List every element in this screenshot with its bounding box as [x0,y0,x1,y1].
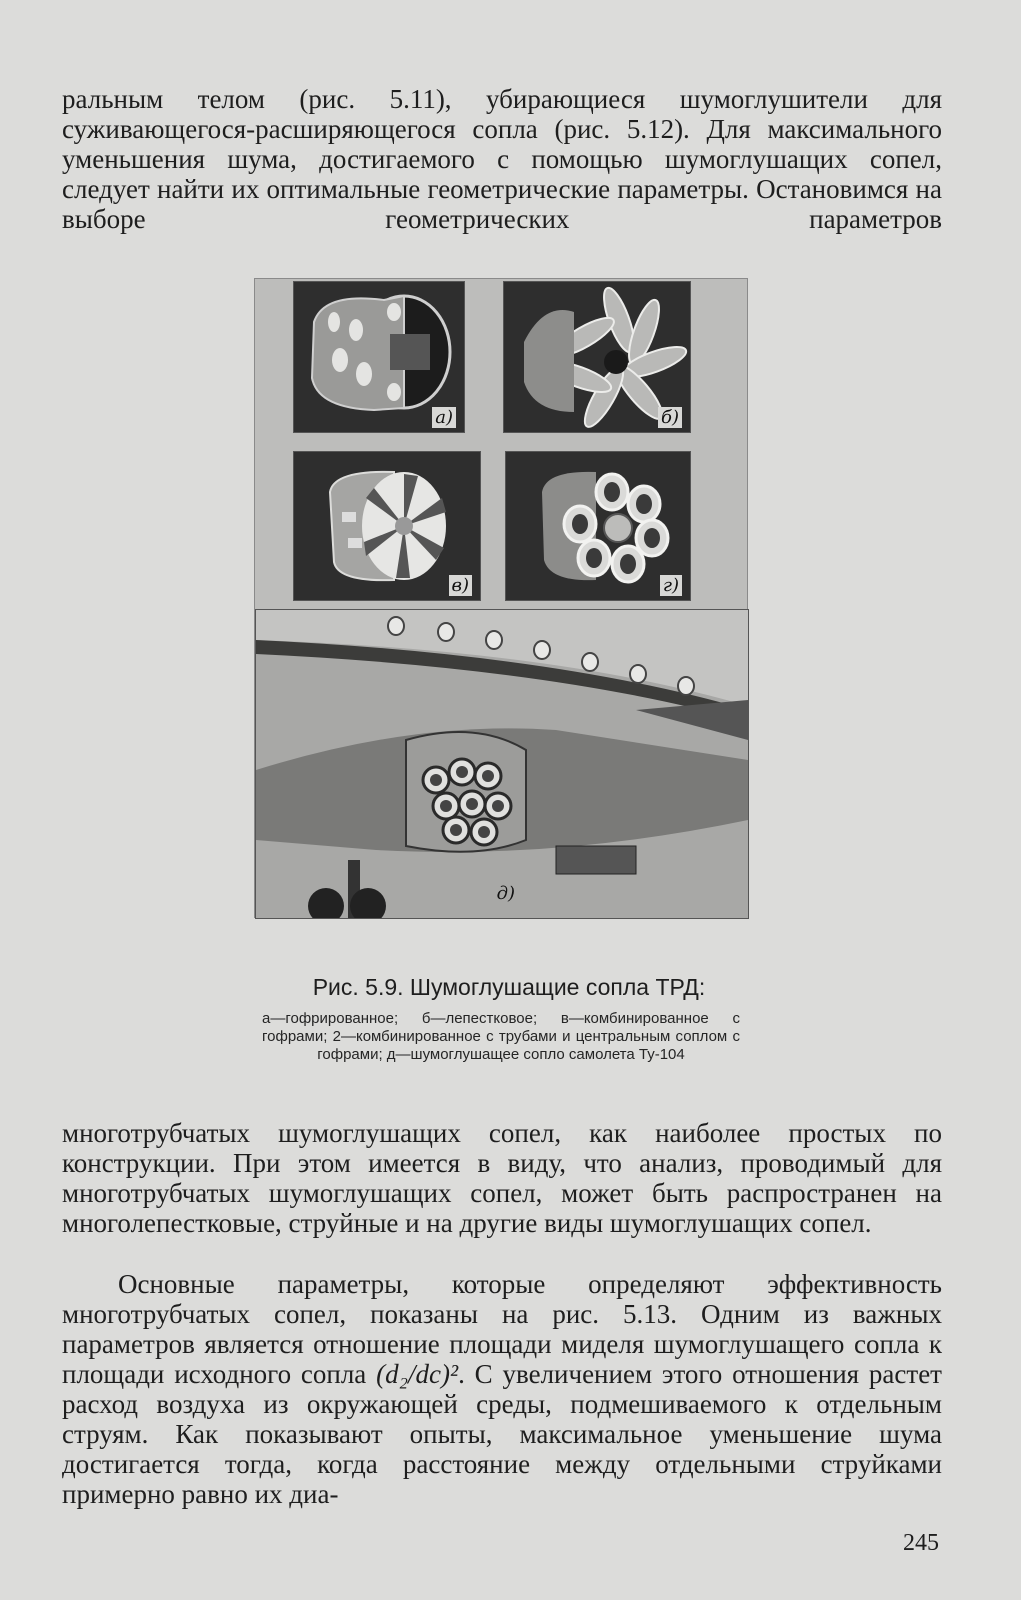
label-v: в) [449,575,473,596]
figure-caption-title: Рис. 5.9. Шумоглушащие сопла ТРД: [312,974,706,1000]
photo-tu104-nozzle [255,609,749,919]
figure-caption-body: а—гофрированное; б—лепестковое; в—комбинированное с гофрами; 2—комбинированное с трубами и центральным соплом с гофрами; д—шумоглушащее сопло самолета Ту-104 [262,1010,740,1063]
tu104-aircraft-image [256,610,748,918]
label-a: а) [432,407,456,428]
paragraph-top: ральным телом (рис. 5.11), убирающиеся шумоглушители для суживающегося-расширяющегося сопла (рис. 5.12). Для максимального уменьшения шума, достигаемого с помощью шумоглушащих сопел, следует найти их оптимальные геометрические параметры. Остановимся на выборе геометрических параметров [62,84,942,234]
photo-combined-tube-nozzle [505,451,691,601]
paragraph-bottom-text-2: . С увеличением этого отношения растет расход воздуха из окружающей среды, подмешиваемого к отдельным струям. Как показывают опыты, максимальное уменьшение шума достигается тогда, когда расстояние между отдельными струйками примерно равно их диа- [62,1359,942,1509]
paragraph-bottom [62,1269,942,1509]
paragraph-bottom-text-1: Основные параметры, которые определяют эффективность многотрубчатых сопел, показаны на рис. 5.13. Одним из важных параметров является отношение площади миделя шумоглушащего сопла к площади исходного сопла [62,1269,942,1389]
label-d: д) [496,883,515,904]
label-b: б) [658,407,682,428]
photo-petal-nozzle [503,281,691,433]
label-g: г) [660,575,682,596]
page-number: 245 [903,1530,939,1556]
photo-corrugated-nozzle [293,281,465,433]
figure-5-9 [254,278,748,918]
nozzle-area-ratio-formula: (d₂/dс)² [376,1359,459,1389]
paragraph-middle: многотрубчатых шумоглушащих сопел, как наиболее простых по конструкции. При этом имеется в виду, что анализ, проводимый для многотрубчатых шумоглушащих сопел, может быть распространен на многолепестковые, струйные и на другие виды шумоглушащих сопел. [62,1118,942,1238]
photo-combined-corrugated-nozzle [293,451,481,601]
